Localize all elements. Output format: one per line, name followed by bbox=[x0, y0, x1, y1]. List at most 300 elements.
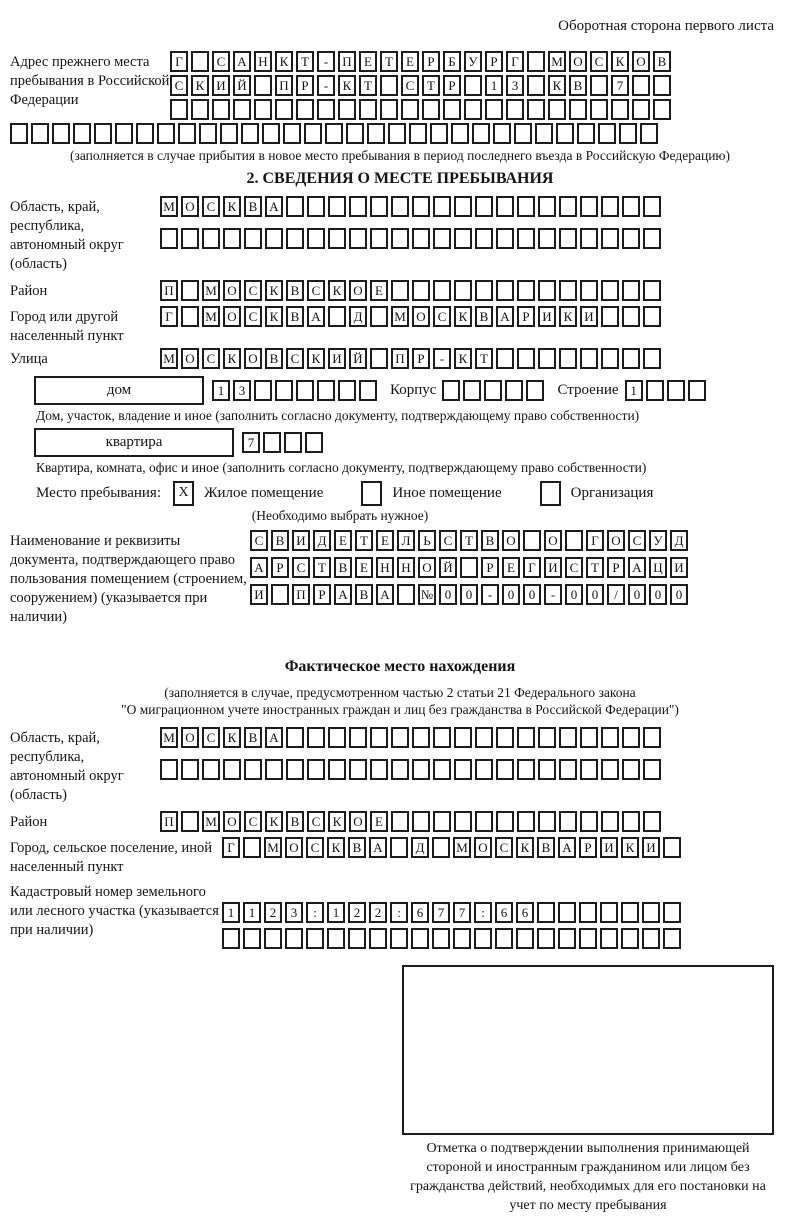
char-cell: О bbox=[181, 348, 199, 369]
char-cell bbox=[642, 928, 660, 949]
char-cell: Т bbox=[380, 51, 398, 72]
char-cell bbox=[286, 196, 304, 217]
char-cell bbox=[538, 811, 556, 832]
char-cell bbox=[73, 123, 91, 144]
char-cell bbox=[346, 123, 364, 144]
char-cell: М bbox=[202, 306, 220, 327]
char-cell bbox=[254, 99, 272, 120]
char-cell bbox=[433, 759, 451, 780]
char-cell bbox=[160, 759, 178, 780]
char-cell bbox=[254, 75, 272, 96]
fact-district-row bbox=[10, 811, 790, 835]
char-cell bbox=[517, 727, 535, 748]
char-cell: 0 bbox=[439, 584, 457, 605]
char-cell: - bbox=[433, 348, 451, 369]
char-cell bbox=[559, 280, 577, 301]
char-cell bbox=[412, 196, 430, 217]
char-cell: П bbox=[391, 348, 409, 369]
char-cell bbox=[496, 228, 514, 249]
char-cell: О bbox=[349, 811, 367, 832]
char-cell bbox=[254, 380, 272, 401]
char-cell: Е bbox=[359, 51, 377, 72]
char-cell: С bbox=[292, 557, 310, 578]
char-cell: А bbox=[376, 584, 394, 605]
char-cell bbox=[338, 99, 356, 120]
char-cell bbox=[537, 928, 555, 949]
char-cell bbox=[328, 306, 346, 327]
char-cell bbox=[643, 348, 661, 369]
char-cell bbox=[411, 928, 429, 949]
char-cell bbox=[632, 75, 650, 96]
char-cell bbox=[263, 432, 281, 453]
char-cell: В bbox=[348, 837, 366, 858]
char-cell: И bbox=[538, 306, 556, 327]
char-cell bbox=[601, 306, 619, 327]
char-cell bbox=[244, 228, 262, 249]
char-cell: - bbox=[317, 75, 335, 96]
char-cell: 6 bbox=[411, 902, 429, 923]
char-cell: К bbox=[621, 837, 639, 858]
char-cell: Д bbox=[670, 530, 688, 551]
char-cell bbox=[485, 99, 503, 120]
char-cell bbox=[317, 99, 335, 120]
char-cell: - bbox=[317, 51, 335, 72]
char-cell: 0 bbox=[628, 584, 646, 605]
section2-title: 2. СВЕДЕНИЯ О МЕСТЕ ПРЕБЫВАНИЯ bbox=[246, 169, 554, 187]
actual-location-caption-1: (заполняется в случае, предусмотренном частью 2 статьи 21 Федерального закона bbox=[164, 684, 636, 700]
char-cell bbox=[157, 123, 175, 144]
char-cell bbox=[472, 123, 490, 144]
stroenie-label: Строение bbox=[557, 381, 619, 398]
char-cell bbox=[115, 123, 133, 144]
char-cell bbox=[505, 380, 523, 401]
apartment-caption: Квартира, комната, офис и иное (заполнить согласно документу, подтверждающему право собственности) bbox=[36, 459, 647, 475]
char-cell: П bbox=[338, 51, 356, 72]
char-cell: Т bbox=[475, 348, 493, 369]
char-cell: М bbox=[202, 280, 220, 301]
char-cell: С bbox=[170, 75, 188, 96]
previous-address-caption: (заполняется в случае прибытия в новое место пребывания в период последнего въезда в Российскую Федерацию) bbox=[69, 148, 731, 163]
char-cell bbox=[517, 196, 535, 217]
char-cell bbox=[307, 727, 325, 748]
char-cell bbox=[643, 811, 661, 832]
char-cell: А bbox=[496, 306, 514, 327]
char-cell: Г bbox=[160, 306, 178, 327]
char-cell: И bbox=[292, 530, 310, 551]
char-cell bbox=[475, 759, 493, 780]
char-cell bbox=[433, 196, 451, 217]
char-cell: С bbox=[202, 348, 220, 369]
section2-district-row bbox=[10, 280, 790, 304]
char-cell bbox=[401, 99, 419, 120]
fact-region-row-1 bbox=[160, 727, 664, 748]
char-cell: Т bbox=[586, 557, 604, 578]
char-cell bbox=[181, 306, 199, 327]
char-cell: 1 bbox=[625, 380, 643, 401]
char-cell: Г bbox=[222, 837, 240, 858]
char-cell: 0 bbox=[586, 584, 604, 605]
char-cell: С bbox=[202, 727, 220, 748]
char-cell: К bbox=[328, 811, 346, 832]
char-cell bbox=[454, 759, 472, 780]
char-cell: Й bbox=[349, 348, 367, 369]
char-cell: С bbox=[590, 51, 608, 72]
char-cell: Д bbox=[313, 530, 331, 551]
char-cell: 1 bbox=[327, 902, 345, 923]
char-cell: О bbox=[607, 530, 625, 551]
char-cell bbox=[412, 811, 430, 832]
char-cell bbox=[349, 759, 367, 780]
char-cell bbox=[475, 196, 493, 217]
char-cell: К bbox=[265, 280, 283, 301]
char-cell: С bbox=[244, 280, 262, 301]
char-cell: К bbox=[327, 837, 345, 858]
char-cell bbox=[307, 228, 325, 249]
char-cell: Г bbox=[506, 51, 524, 72]
char-cell: С bbox=[495, 837, 513, 858]
char-cell: Й bbox=[233, 75, 251, 96]
char-cell bbox=[484, 380, 502, 401]
char-cell bbox=[388, 123, 406, 144]
char-cell bbox=[495, 928, 513, 949]
char-cell bbox=[601, 727, 619, 748]
char-cell: Е bbox=[370, 811, 388, 832]
char-cell bbox=[569, 99, 587, 120]
char-cell: Т bbox=[460, 530, 478, 551]
char-cell bbox=[611, 99, 629, 120]
char-cell: Е bbox=[401, 51, 419, 72]
char-cell: Т bbox=[296, 51, 314, 72]
char-cell bbox=[348, 928, 366, 949]
section2-district-cells bbox=[160, 280, 664, 301]
char-cell: Р bbox=[517, 306, 535, 327]
char-cell: У bbox=[464, 51, 482, 72]
char-cell bbox=[517, 811, 535, 832]
ownership-document-label: Наименование и реквизиты документа, подтверждающего право пользования помещением (строением, сооружением) (указывается при наличии) bbox=[10, 532, 247, 626]
char-cell bbox=[475, 228, 493, 249]
char-cell bbox=[632, 99, 650, 120]
char-cell bbox=[212, 99, 230, 120]
char-cell: С bbox=[401, 75, 419, 96]
char-cell: Е bbox=[502, 557, 520, 578]
stamp-section bbox=[402, 965, 774, 1216]
char-cell bbox=[601, 811, 619, 832]
char-cell: 1 bbox=[222, 902, 240, 923]
char-cell: К bbox=[516, 837, 534, 858]
char-cell: 1 bbox=[212, 380, 230, 401]
char-cell bbox=[370, 196, 388, 217]
actual-location-title: Фактическое место нахождения bbox=[284, 657, 516, 675]
char-cell bbox=[391, 727, 409, 748]
char-cell bbox=[327, 928, 345, 949]
place-of-stay-note: (Необходимо выбрать нужное) bbox=[251, 507, 429, 523]
char-cell bbox=[241, 123, 259, 144]
char-cell bbox=[559, 759, 577, 780]
confirmation-stamp-caption: Отметка о подтверждении выполнения принимающей стороной и иностранным гражданином или лицом без гражданства действий, необходимых для его постановки на учет по месту пребывания bbox=[410, 1140, 766, 1213]
char-cell bbox=[517, 759, 535, 780]
char-cell: О bbox=[544, 530, 562, 551]
char-cell: В bbox=[244, 196, 262, 217]
char-cell bbox=[454, 228, 472, 249]
char-cell bbox=[643, 759, 661, 780]
char-cell bbox=[370, 727, 388, 748]
char-cell: Р bbox=[412, 348, 430, 369]
char-cell bbox=[527, 99, 545, 120]
char-cell bbox=[496, 727, 514, 748]
char-cell bbox=[580, 811, 598, 832]
char-cell: : bbox=[390, 902, 408, 923]
char-cell bbox=[432, 837, 450, 858]
char-cell: И bbox=[328, 348, 346, 369]
char-cell bbox=[296, 380, 314, 401]
char-cell bbox=[31, 123, 49, 144]
char-cell bbox=[454, 727, 472, 748]
char-cell bbox=[663, 902, 681, 923]
char-cell bbox=[432, 928, 450, 949]
char-cell: С bbox=[244, 306, 262, 327]
char-cell: 0 bbox=[502, 584, 520, 605]
char-cell bbox=[199, 123, 217, 144]
char-cell bbox=[538, 280, 556, 301]
char-cell: Е bbox=[355, 557, 373, 578]
char-cell: С bbox=[307, 811, 325, 832]
char-cell: 3 bbox=[506, 75, 524, 96]
char-cell bbox=[94, 123, 112, 144]
char-cell bbox=[370, 306, 388, 327]
char-cell bbox=[642, 902, 660, 923]
house-number-cells bbox=[212, 380, 380, 401]
char-cell: М bbox=[160, 348, 178, 369]
char-cell: Р bbox=[579, 837, 597, 858]
char-cell bbox=[317, 380, 335, 401]
char-cell: А bbox=[233, 51, 251, 72]
char-cell: 0 bbox=[460, 584, 478, 605]
section2-street-cells bbox=[160, 348, 664, 369]
char-cell bbox=[559, 811, 577, 832]
spacer bbox=[160, 751, 664, 759]
char-cell bbox=[370, 348, 388, 369]
char-cell: О bbox=[502, 530, 520, 551]
char-cell bbox=[349, 196, 367, 217]
char-cell bbox=[579, 928, 597, 949]
char-cell bbox=[191, 99, 209, 120]
char-cell: О bbox=[223, 811, 241, 832]
char-cell bbox=[653, 75, 671, 96]
previous-address-row-4-full bbox=[10, 123, 790, 144]
char-cell: И bbox=[642, 837, 660, 858]
char-cell bbox=[422, 99, 440, 120]
char-cell bbox=[370, 228, 388, 249]
char-cell bbox=[523, 530, 541, 551]
char-cell bbox=[517, 348, 535, 369]
stroenie-cells bbox=[625, 380, 709, 401]
char-cell: В bbox=[286, 280, 304, 301]
char-cell bbox=[349, 727, 367, 748]
char-cell: Г bbox=[586, 530, 604, 551]
char-cell bbox=[52, 123, 70, 144]
char-cell bbox=[220, 123, 238, 144]
char-cell: 6 bbox=[516, 902, 534, 923]
char-cell bbox=[538, 759, 556, 780]
char-cell bbox=[535, 123, 553, 144]
char-cell bbox=[296, 99, 314, 120]
char-cell bbox=[391, 196, 409, 217]
char-cell bbox=[454, 280, 472, 301]
confirmation-stamp-area bbox=[402, 965, 774, 1135]
char-cell bbox=[601, 348, 619, 369]
char-cell bbox=[640, 123, 658, 144]
char-cell bbox=[496, 348, 514, 369]
char-cell: 7 bbox=[242, 432, 260, 453]
char-cell bbox=[527, 75, 545, 96]
char-cell: В bbox=[265, 348, 283, 369]
char-cell: И bbox=[212, 75, 230, 96]
char-cell bbox=[433, 280, 451, 301]
char-cell: Р bbox=[422, 51, 440, 72]
char-cell bbox=[496, 759, 514, 780]
char-cell: Д bbox=[349, 306, 367, 327]
char-cell: Р bbox=[481, 557, 499, 578]
char-cell bbox=[601, 228, 619, 249]
char-cell bbox=[577, 123, 595, 144]
char-cell bbox=[271, 584, 289, 605]
char-cell bbox=[367, 123, 385, 144]
char-cell: О bbox=[349, 280, 367, 301]
char-cell bbox=[286, 727, 304, 748]
char-cell bbox=[538, 228, 556, 249]
char-cell: М bbox=[264, 837, 282, 858]
char-cell bbox=[391, 280, 409, 301]
char-cell: И bbox=[580, 306, 598, 327]
char-cell: Н bbox=[376, 557, 394, 578]
char-cell: С bbox=[307, 280, 325, 301]
cadastral-row-2 bbox=[222, 928, 684, 949]
char-cell bbox=[601, 759, 619, 780]
fact-district-cells bbox=[160, 811, 664, 832]
char-cell: С bbox=[250, 530, 268, 551]
char-cell bbox=[653, 99, 671, 120]
char-cell bbox=[538, 727, 556, 748]
char-cell: О bbox=[181, 727, 199, 748]
char-cell: О bbox=[181, 196, 199, 217]
char-cell: Г bbox=[523, 557, 541, 578]
char-cell bbox=[454, 196, 472, 217]
char-cell: В bbox=[653, 51, 671, 72]
char-cell bbox=[359, 99, 377, 120]
char-cell: И bbox=[250, 584, 268, 605]
char-cell bbox=[622, 196, 640, 217]
char-cell bbox=[325, 123, 343, 144]
char-cell: 6 bbox=[495, 902, 513, 923]
char-cell bbox=[391, 228, 409, 249]
char-cell bbox=[412, 280, 430, 301]
fact-city-cells bbox=[222, 837, 684, 858]
char-cell bbox=[391, 759, 409, 780]
char-cell: П bbox=[275, 75, 293, 96]
korpus-cells bbox=[442, 380, 547, 401]
char-cell bbox=[559, 228, 577, 249]
char-cell: О bbox=[474, 837, 492, 858]
char-cell: : bbox=[474, 902, 492, 923]
char-cell bbox=[178, 123, 196, 144]
apartment-type-box: квартира bbox=[34, 428, 234, 457]
char-cell bbox=[265, 228, 283, 249]
ownership-document-row-3 bbox=[250, 584, 691, 605]
option-other-premises: Иное помещение bbox=[392, 484, 502, 501]
char-cell: 7 bbox=[432, 902, 450, 923]
char-cell: Р bbox=[313, 584, 331, 605]
char-cell: Р bbox=[443, 75, 461, 96]
char-cell bbox=[590, 75, 608, 96]
char-cell bbox=[643, 196, 661, 217]
char-cell: С bbox=[565, 557, 583, 578]
char-cell: К bbox=[454, 348, 472, 369]
char-cell bbox=[621, 902, 639, 923]
char-cell: Р bbox=[296, 75, 314, 96]
char-cell bbox=[454, 811, 472, 832]
char-cell bbox=[559, 196, 577, 217]
char-cell bbox=[191, 51, 209, 72]
char-cell bbox=[453, 928, 471, 949]
char-cell bbox=[496, 280, 514, 301]
char-cell bbox=[433, 727, 451, 748]
char-cell bbox=[286, 759, 304, 780]
char-cell bbox=[517, 280, 535, 301]
char-cell bbox=[580, 348, 598, 369]
char-cell bbox=[328, 759, 346, 780]
char-cell bbox=[391, 811, 409, 832]
char-cell: О bbox=[244, 348, 262, 369]
char-cell: Г bbox=[170, 51, 188, 72]
char-cell bbox=[223, 759, 241, 780]
char-cell bbox=[464, 75, 482, 96]
char-cell bbox=[475, 280, 493, 301]
fact-region-label: Область, край, республика, автономный округ (область) bbox=[10, 729, 124, 804]
char-cell bbox=[160, 228, 178, 249]
char-cell: К bbox=[191, 75, 209, 96]
char-cell bbox=[243, 928, 261, 949]
char-cell: Н bbox=[397, 557, 415, 578]
section2-region-label: Область, край, республика, автономный округ (область) bbox=[10, 198, 124, 272]
char-cell bbox=[580, 280, 598, 301]
char-cell: 2 bbox=[348, 902, 366, 923]
char-cell: П bbox=[160, 280, 178, 301]
checkbox-organization bbox=[540, 481, 561, 506]
char-cell bbox=[580, 196, 598, 217]
char-cell: К bbox=[223, 727, 241, 748]
char-cell: Л bbox=[397, 530, 415, 551]
char-cell bbox=[202, 228, 220, 249]
ownership-document-row-1 bbox=[250, 530, 691, 551]
char-cell: 3 bbox=[285, 902, 303, 923]
char-cell: 2 bbox=[264, 902, 282, 923]
char-cell bbox=[412, 759, 430, 780]
char-cell: А bbox=[369, 837, 387, 858]
char-cell bbox=[622, 228, 640, 249]
char-cell: Б bbox=[443, 51, 461, 72]
place-of-stay-row bbox=[36, 481, 790, 506]
char-cell: Т bbox=[355, 530, 373, 551]
char-cell bbox=[443, 99, 461, 120]
char-cell bbox=[284, 432, 302, 453]
char-cell: А bbox=[558, 837, 576, 858]
char-cell: М bbox=[160, 727, 178, 748]
char-cell bbox=[643, 306, 661, 327]
char-cell bbox=[643, 727, 661, 748]
char-cell: 1 bbox=[485, 75, 503, 96]
char-cell bbox=[380, 75, 398, 96]
char-cell: Р bbox=[485, 51, 503, 72]
